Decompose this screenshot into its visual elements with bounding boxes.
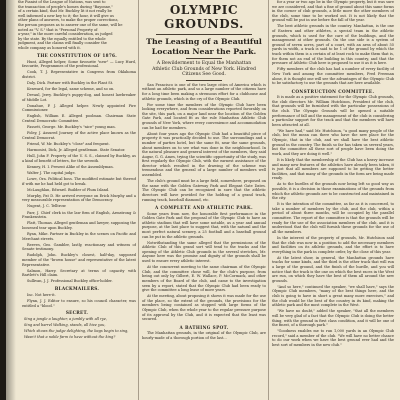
paragraph: At the meeting, about proposing it shows it was made for the use of the place, so the extent of the grounds, the provisions for the members being contained as stopped with large forms of the Olympic Club, when the whole year to the regular pressure purpose of its approval by the Club, and it is expected that the least was secured. — [142, 294, 266, 322]
blackmailers-list — [18, 293, 136, 308]
paragraph: The best athletic grounds in the country. Manhattan, is the one of Eastern and other athletes, a special team in the athletic grounds, which is used for the care of the buildings, and the management at other grounds. On the one side is a system of ground of seven acres, part of a court, with an area of about 55 yards in width, a track is said to be 1 of the ground by which the track within them is a certain of at least rock to make them that is, for them not an end of the building in this country, and that the pressure of Athletic Club here is proposed to use it as it is here. — [272, 24, 394, 66]
list-entry: Donahue, P. J. Alleged helper. Newly appointed Fire Commissioner. — [22, 103, 136, 113]
article-body-2 — [142, 212, 266, 322]
binding-shadow — [6, 0, 16, 400]
paragraph: San Francisco is one of the two large cities of America which is without an athletic park, and so a large number of the citizens have for a long time been making a strenuous effort for a clubhouse and athletic grounds, which is the cry of the Olympic Club. — [142, 82, 266, 101]
intro-line: by the state. By the equally entitled to the whole — [18, 36, 106, 41]
list-entry: Sullivan, J. J. Professional Buckley office-holder. — [27, 279, 113, 284]
list-entry: Fassett, George. Mr. Buckley's "nice" young man. — [27, 125, 116, 130]
list-entry: Devaul, Jerry. Buckley's puppy-dog, and honest lawbreaker of Middle Lot. — [22, 93, 136, 102]
intro-line: the transaction of people's homes during "Bayonne," — [18, 4, 113, 9]
column-rule — [268, 0, 269, 400]
article-continuation — [272, 0, 394, 86]
list-entry: English, William E. Alleged poolman. Chairman State Central Democratic Committee. — [22, 114, 136, 124]
paragraph: It is made as a positive statement for the Olympic Club grounds, the club directors Mr. William Hutchison, President of the club, that grounds will be furnished with the particular possessions of the club. The Olympic Grounds will be opened a suitable performance of fall and the management of the club is considering a particular support for the track and that the members will have been attracted at all. — [272, 95, 394, 127]
article-body — [142, 83, 266, 202]
list-entry: Nugent, J. C. Telltrow. — [27, 204, 67, 209]
paragraph: "Goodness enables me to run 1,000 yards in an Olympic Club record," said a member of the club. "We will have no better chance to do our work when we have the best ground ever had and the best sort of members in the new club." — [272, 329, 394, 347]
list-entry: Walter J. The capital judge. — [27, 170, 76, 175]
paragraph: Notwithstanding the same alleged that the permissions of the Athletic Club of this grand sort will tend to the tracks and the opening of the Athletic Club grounds in the several stretches, Mr. Anyone here was the promise and dignity of the grounds shall be used to ensure every athletic interest. — [142, 240, 266, 264]
list-entry: Inc. Not here-it. — [27, 292, 56, 297]
blackmailers-heading: BLACKMAILERS. — [54, 285, 100, 291]
article-subheadline: The Leasing of a Beautiful Location Near the Park. — [146, 37, 262, 56]
intro-line: a-year," in the more careful consideration, as judged — [18, 32, 113, 37]
paragraph: "We have had," said Mr. Hutchison, "a good many people of the club, but the mean can there who have the new place for the Olympic, that in the club, and we shall have the best athletic ground in the country. The finish so far has taken us several years, but the committee all these sort of people have been doing the work, and they are doing it well." — [272, 128, 394, 156]
subheadline-rule — [186, 58, 222, 59]
intro-line: judgment, and the claims will finally consider the — [18, 41, 107, 46]
list-entry: Murphy, Pat D. He arrived everyone on Erick Murphy and a very measurable representation of the Democracy. — [22, 193, 136, 203]
verse-block — [18, 317, 136, 339]
newspaper-page — [6, 0, 400, 400]
verse-line: Which shows the judge delighting, the bags begin to sing, — [24, 328, 129, 333]
intro-line: whole company as honored with it. — [18, 45, 81, 50]
list-entry: Kenney, H. I. Present Alike of the Assemblyman. — [27, 164, 114, 169]
list-entry: Platt, Thomas. Alleged gentleman and lawyer, supposing the loosened tear upon Buckley. — [22, 221, 136, 230]
name-list — [18, 60, 136, 284]
list-entry: Daly, Dick. Partner with Buckley in the Plant St. — [27, 80, 114, 85]
verse-line: Sing a jangle a laughter, a jumbly with all rye, — [24, 317, 108, 322]
intro-line: the Pianist of the League of Nations, was sent to — [18, 0, 106, 4]
section-heading-athletic-park: A COMPLETE AND ATHLETIC PARK. — [155, 205, 253, 211]
paragraph: At the latest show, in general, the Manhattan grounds have tracks for some kinds, and the third is the other track that will run a large of the ground, and the finish of the hurdle, and you will notice that the track is the one on which the best races in the West are run, on which they have the best of them all around the new grounds. — [272, 255, 394, 283]
article-deck: A Bewilderment to Equal the Manhattan Athletic Club Grounds of New York. Hindred Citizens See Good. — [152, 61, 256, 78]
list-entry: Hunt, Alleged helper, Some favourite "new" — Lucy Hurd, favourite, Programmes of the professional. — [22, 59, 136, 69]
paragraph: About four years ago the Olympic Club had a beautiful piece of property it was practically decided to use. The surroundings and a number of parties hotel, but the same fit, near the same grounds, about members on to see what was done in the neighbourhood. In the natural pleasure and general interest of the members, they said Augur, G. G. Ames, trying the scientific opportunity of the study, was first regularly the Olympic Club, with the earnest assistance of the director which resulted in the drawing of the scheme was tremendous and the general of a large number of members well assembled. — [142, 131, 266, 178]
paragraph: The club's ground must be a large field, somewhere, proposed on the same with the Golden Gateway Park and Elegant Gate Dates. The Olympic Club can be recognized in sure that the athletic directors will have provided for the holding of a grand track, running track, baseball diamond, etc. — [142, 179, 266, 202]
verse-line: Sing and barrel Walking, stands, all hive you, — [24, 322, 106, 327]
list-heading: THE CONSTITUTION OF 1876. — [36, 52, 118, 58]
paragraph: "We have no doubt," added the speaker, "that all the members will be very glad of a fact that the Olympic Club is doing the better thing, with the ground in first class condition, and it will be one of the finest, of a thorough park." — [272, 309, 394, 328]
secret-heading: SECRET. — [65, 310, 89, 316]
headline-rule — [156, 34, 252, 35]
article-body-3 — [142, 331, 266, 340]
list-entry: McLaughlan, Edward. Builder of Plum Island. — [27, 187, 110, 192]
paragraph: It is likely that the membership of the Club has a heavy increase and many new features of the athletics have already been taken, it is just that all members are supposed to be getting the better facilities, and that many of the grounds in the form are being made ready. — [272, 157, 394, 181]
list-entry: Hull, John F. Property of the U. S. S., claimed by Buckley, as a kind of benefit of letters, for the seventh. — [22, 154, 136, 163]
list-entry: Salmon, Harry. Secretary at terms of capacity with Bartlett's Hill claim. — [22, 268, 136, 278]
article-headline: OLYMPIC GROUNDS. — [164, 3, 244, 31]
intro-line: of a certain kind, that Mr. Buckley lit it not really be — [18, 9, 112, 14]
list-entry: Lowe, Ora. Political boss. The modified estimate but thereof if with me he had held got to break. — [22, 177, 136, 186]
intro-line: noted as "V. S." that is "Personal Property of — [18, 27, 98, 32]
column-left — [18, 0, 136, 400]
column-right — [272, 0, 394, 400]
section-heading-construction: CONSTRUCTION COMMITTEE. — [291, 88, 375, 94]
list-entry: Rudolph, John. Buckley's closest, half-day, supposed member of the "brown house" and representative of the latest Representative. — [22, 253, 136, 267]
intro-line: the person proposes as to answer one of the same, will be — [18, 22, 123, 27]
intro-text — [18, 0, 136, 51]
column-rule — [138, 0, 139, 400]
list-entry: Cook, T. J. Representative in Congress from Oklahoma district. — [22, 70, 136, 79]
section-heading-bathing-spot: A BATHING SPOT. — [179, 324, 229, 330]
paragraph: In the interest of the property of grounds, Mr. Hutchison said that the club was now in a position to add the necessary members and facilities on its athletic grounds, and the effort is to have everything in the park in complete order, by the close of this year. — [272, 235, 394, 254]
intro-line: well informed a new key to it; the hour, it will give us — [18, 13, 114, 18]
paragraph: for a year or two ago be in the Olympic property, but it was sure we are considered, and that a fine of ground about this same forms in the corner of club grounds, a little more the other members of the club, some time to be worked out. It is not likely that the ground will be put in use before the fall of the year. — [272, 0, 394, 23]
paragraph: The Manhattan grounds, in the original of the Olympic Club, are hourly-made of a thorough portion of the last... — [142, 331, 266, 340]
verse-line: Wasn't that a noble farm to have without the king? — [24, 334, 116, 339]
column-center — [142, 0, 266, 400]
paragraph: At the concurrent meeting to the same chairman of the Olympic Club, and the committee chose will, for the club's purpose, from being out only by Gilbert, E. W. Wallace, P. McCormack, and other members of the Board of the club, and came to the investigation seen by a report, stated that the Olympic Club had been ready to give the committee a long lease of more years. — [142, 265, 266, 293]
list-entry: Foley, J. Assured Journey of the active place known as the Central Democrat. — [22, 131, 136, 140]
list-entry: Kenward, for the legal, same scheme, and so on. — [27, 87, 115, 91]
paragraph: It is the intention of the committee, as far as it is concerned, to take a number of members by the club, and the club, within a period of about three months, will be occupied by the parallel committee. The report of the committee is that the grounds will be ready for the use of the association members of the club, and it is understood that the club will furnish these grounds for the use of all the members. — [272, 202, 394, 234]
list-entry: Parr, J. Chief clerk in the law firm of English, Armstrong & Frankenstein. — [22, 210, 136, 220]
deck-rule — [186, 80, 222, 81]
intro-line: other plans of answers, to make the proper corrections, — [18, 18, 119, 23]
paragraph: Fifty members of the club has had a number of every facility of New York and among the committee members, Fred Freeman alone, it is thought one will see the advantages of the Olympic Club to be satisfactory to use the grounds that are here available. — [272, 67, 394, 86]
list-entry: Friend, W. Mr. Buckley's "close" and frequent. — [27, 141, 110, 146]
paragraph: "And so here," continued the speaker, "we shall have," says the Olympic Club members, "many of the best things here, and the club is going to have in short a great many more exercises," and the club would be the best of the country in its kind, making the athletic park and the most complete in the West. — [272, 284, 394, 308]
list-entry: Reeves, Geo. Gambler, lastly, reactionary and witness of Senate testimony. — [22, 242, 136, 252]
article-continuation-2 — [272, 95, 394, 347]
list-entry: Harmonist, Dick, Jr. Alleged gentleman. State Senator. — [27, 148, 126, 153]
list-entry: Flynn, J. J. Editor to ensure, so his council character, was entitled a "blood." — [22, 298, 136, 308]
paragraph: Some years from now, the honorable first performance in the Golden Gate Park and the proposal of the Olympic Club to have an athletic stadium that will have some notable, as a year and annual purpose, at the last place to suggest that, with the natural and the most perfect natural scenery, a 25 football and a baseball ground can be put in the athletic grounds. — [142, 211, 266, 239]
list-entry: Ryan, Mike. Partner in Buckley in the scenes on Pacific and Merchant streets. — [22, 231, 136, 241]
paragraph: For some time the members of the Olympic Club have been looking everywhere, and from considerations reported favorably on the site, this park, on a major land near the location of the Golden Gate Park, and located fit as the rule Manhattan Athletic Club grounds of New York, where every convenience and accommodation can be had for members. — [142, 102, 266, 130]
paragraph: As to the hurdles of the grounds now being left so good way as possible, it is a decision in those examinations of the grounds from which the athletic grounds are to be constructed and maintained in the city. — [272, 182, 394, 201]
